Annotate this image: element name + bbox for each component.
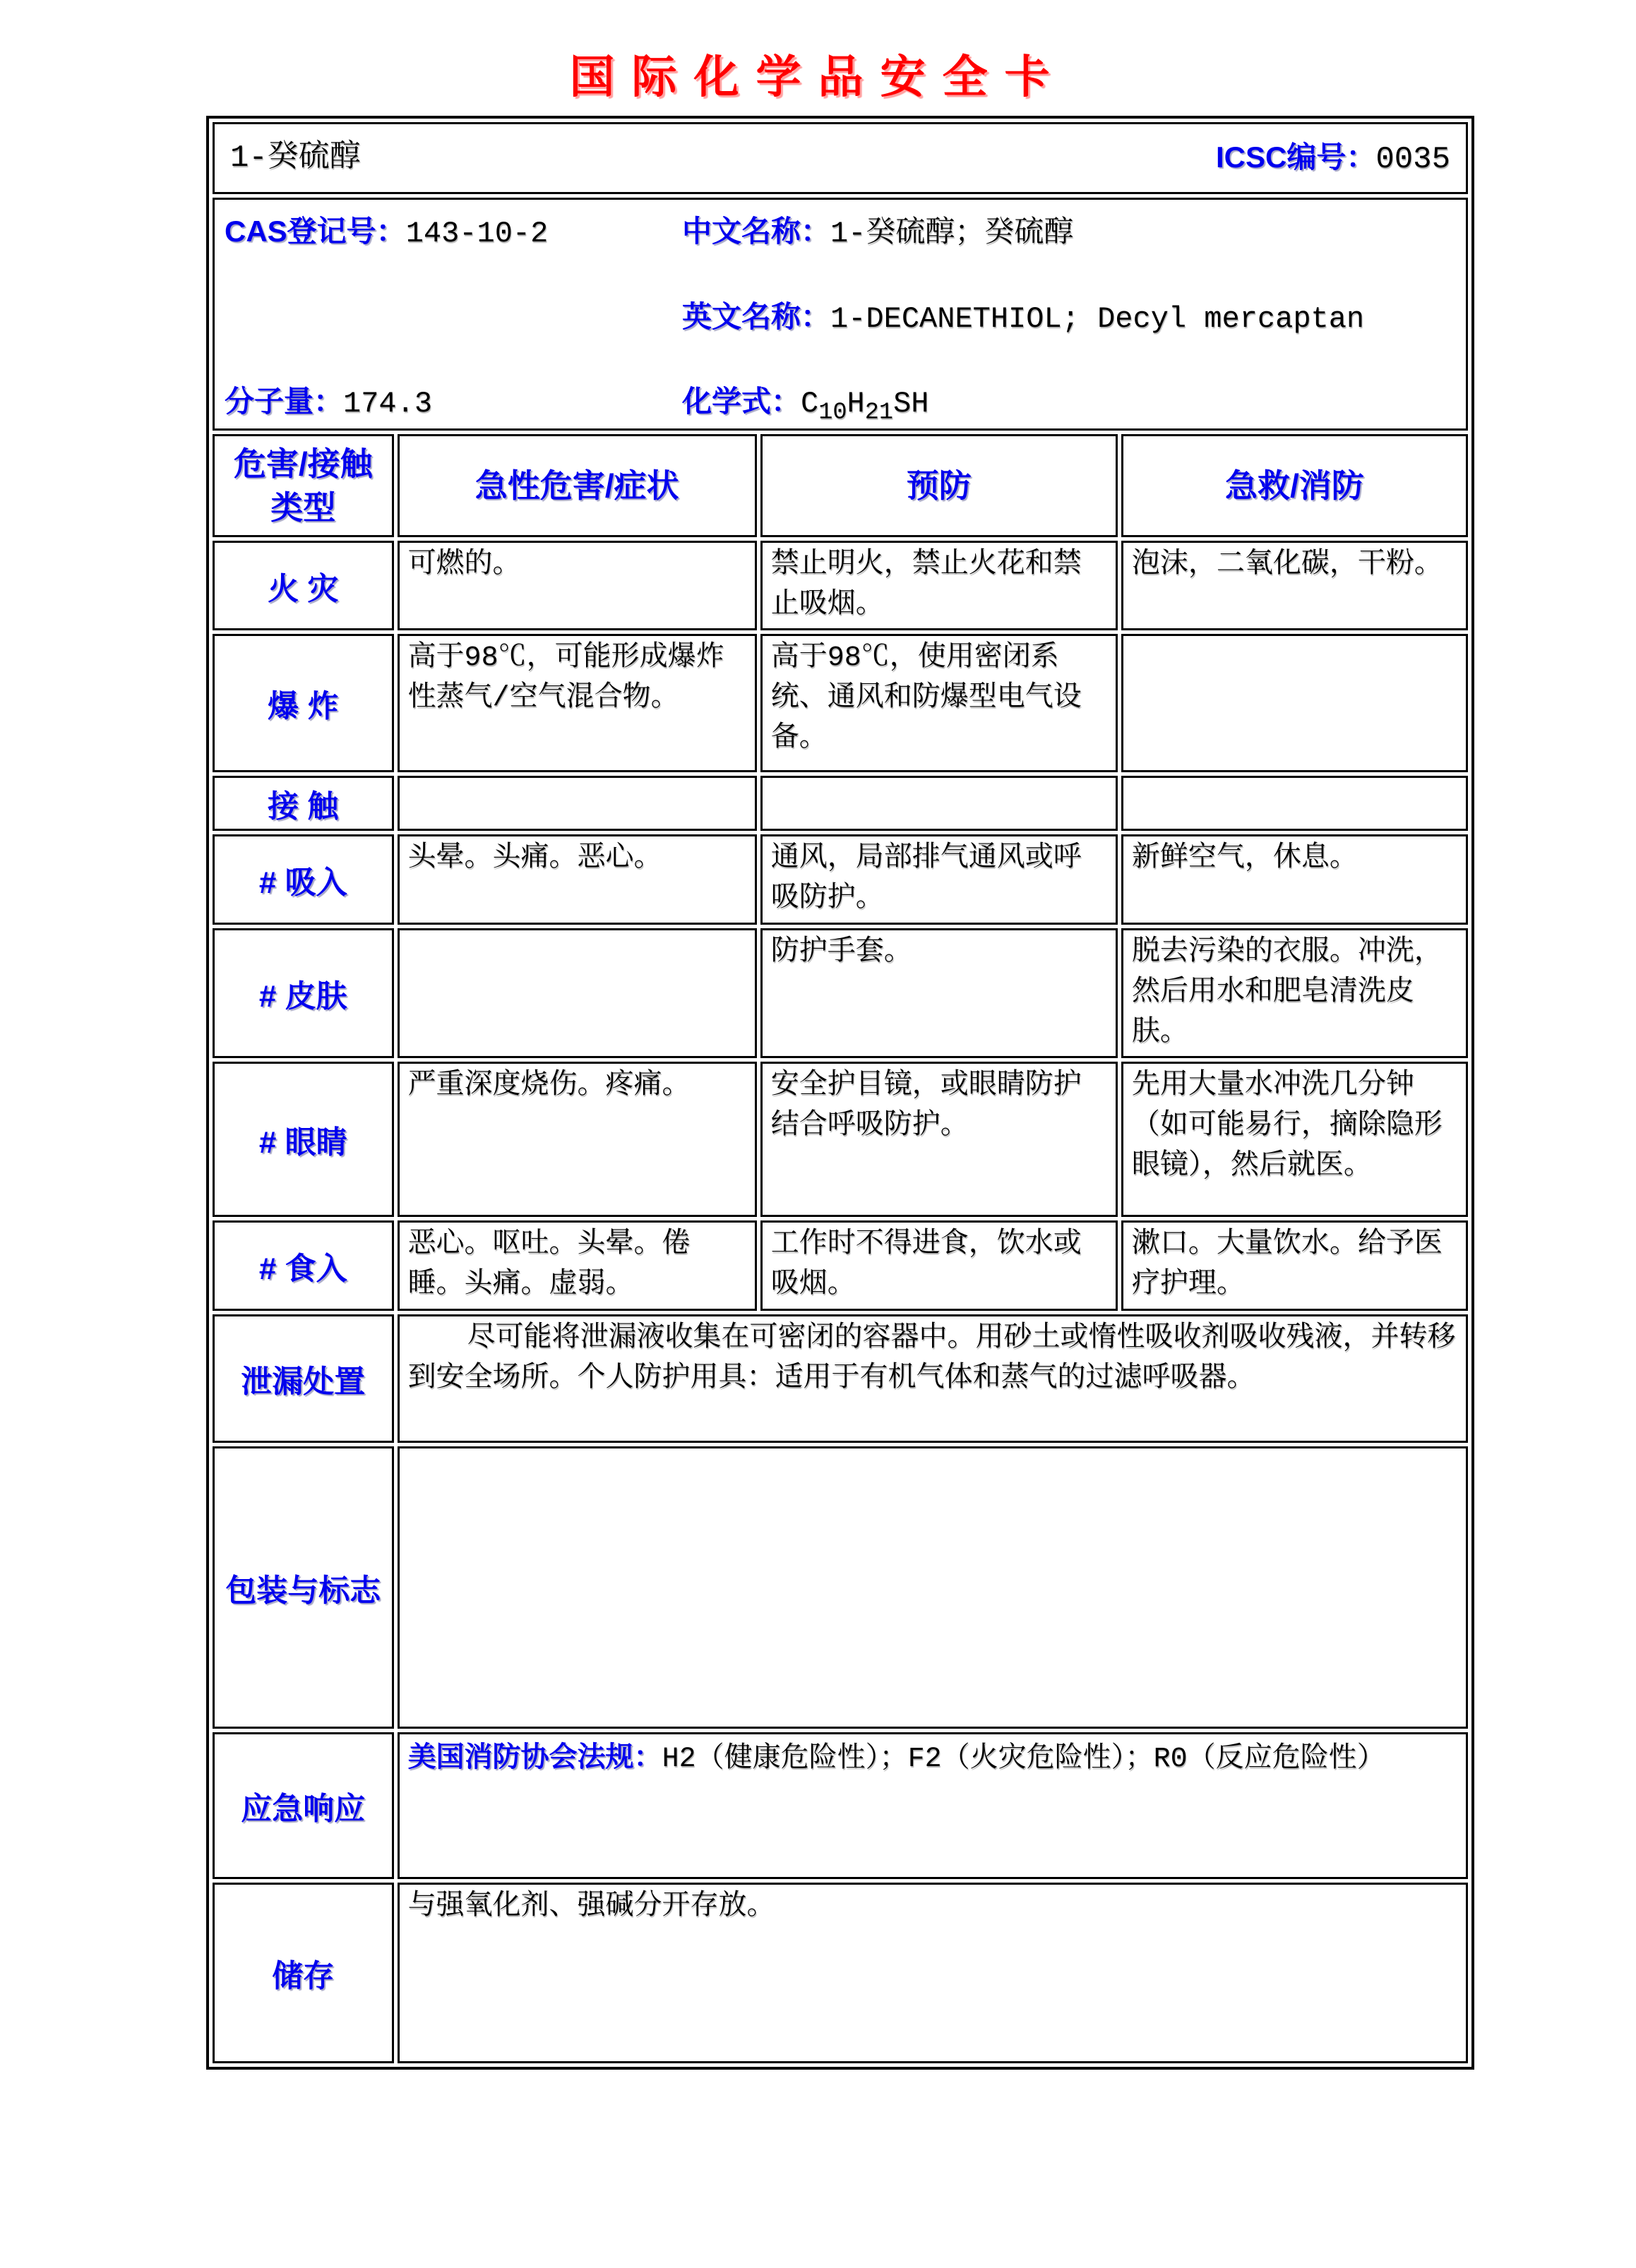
page-title: 国际化学品安全卡 bbox=[569, 52, 1067, 102]
cas-number-value: 143-10-2 bbox=[405, 217, 549, 251]
hazard-row-eyes bbox=[213, 1062, 1468, 1217]
cas-number bbox=[225, 208, 682, 256]
symptoms-cell: 头晕。头痛。恶心。 bbox=[398, 834, 757, 925]
section-label-cell: 应急响应 bbox=[213, 1732, 394, 1879]
chemical-name: 1-癸硫醇 bbox=[230, 140, 361, 176]
section-row-spill bbox=[213, 1314, 1468, 1443]
chemical-formula: $C_{10}H_{21}SH$ bbox=[801, 387, 929, 426]
molecular-weight-value: 174.3 bbox=[343, 387, 433, 421]
hazard-type-cell: 火 灾 bbox=[213, 541, 394, 631]
english-name-value: 1-DECANETHIOL; Decyl mercaptan bbox=[830, 301, 1365, 336]
hazard-type-cell: 爆 炸 bbox=[213, 634, 394, 772]
hazard-type-cell: # 皮肤 bbox=[213, 928, 394, 1058]
english-name bbox=[682, 294, 1457, 341]
section-label-cell: 泄漏处置 bbox=[213, 1314, 394, 1443]
nfpa-label: 美国消防协会法规： bbox=[407, 1741, 662, 1773]
prevention-cell: 工作时不得进食，饮水或吸烟。 bbox=[760, 1220, 1118, 1311]
icsc-number bbox=[1216, 134, 1450, 181]
section-content-cell bbox=[398, 1446, 1468, 1729]
section-row-emergency bbox=[213, 1732, 1468, 1879]
spill-handling-text: 尽可能将泄漏液收集在可密闭的容器中。用砂土或惰性吸收剂吸收残液，并转移到安全场所。个人防护用具：适用于有机气体和蒸气的过滤呼吸器。 bbox=[407, 1323, 1456, 1395]
spacer bbox=[225, 294, 682, 341]
prevention-cell: 通风，局部排气通风或呼吸防护。 bbox=[760, 834, 1118, 925]
emergency-response-text bbox=[408, 1737, 1457, 1780]
cas-number-label: CAS登记号： bbox=[225, 215, 406, 248]
chemical-formula-row bbox=[682, 378, 1457, 426]
column-header-prevention: 预防 bbox=[760, 434, 1118, 537]
hazard-row-skin bbox=[213, 928, 1468, 1058]
firstaid-cell bbox=[1121, 776, 1468, 831]
hazard-row-inhalation bbox=[213, 834, 1468, 925]
hazard-row-explosion bbox=[213, 634, 1468, 772]
symptoms-cell bbox=[398, 928, 757, 1058]
prevention-cell: 禁止明火，禁止火花和禁止吸烟。 bbox=[760, 541, 1118, 631]
firstaid-cell: 新鲜空气，休息。 bbox=[1121, 834, 1468, 925]
chinese-name bbox=[682, 208, 1457, 256]
english-name-label: 英文名称： bbox=[682, 299, 831, 333]
section-row-packaging bbox=[213, 1446, 1468, 1729]
section-label-cell: 包装与标志 bbox=[213, 1446, 394, 1729]
molecular-weight-label: 分子量： bbox=[225, 385, 344, 419]
section-content-cell bbox=[398, 1732, 1468, 1879]
molecular-weight bbox=[225, 378, 682, 426]
storage-text: 与强氧化剂、强碱分开存放。 bbox=[407, 1891, 775, 1924]
symptoms-cell bbox=[398, 776, 757, 831]
firstaid-cell: 先用大量水冲洗几分钟（如可能易行，摘除隐形眼镜），然后就医。 bbox=[1121, 1062, 1468, 1217]
hazard-type-cell: # 眼睛 bbox=[213, 1062, 394, 1217]
name-row-cell bbox=[213, 122, 1468, 194]
chinese-name-label: 中文名称： bbox=[682, 215, 831, 248]
column-header-type: 危害/接触 类型 bbox=[213, 434, 394, 537]
section-row-storage bbox=[213, 1883, 1468, 2063]
column-header-firstaid: 急救/消防 bbox=[1121, 434, 1468, 537]
chemical-formula-label: 化学式： bbox=[682, 385, 801, 419]
hazard-type-cell: 接 触 bbox=[213, 776, 394, 831]
symptoms-cell: 高于98℃，可能形成爆炸性蒸气/空气混合物。 bbox=[398, 634, 757, 772]
hazard-row-contact bbox=[213, 776, 1468, 831]
symptoms-cell: 可燃的。 bbox=[398, 541, 757, 631]
section-label-cell: 储存 bbox=[213, 1883, 394, 2063]
icsc-number-label: ICSC编号： bbox=[1216, 140, 1376, 174]
hazard-type-cell: # 吸入 bbox=[213, 834, 394, 925]
section-content-cell bbox=[398, 1314, 1468, 1443]
icsc-card-table bbox=[206, 116, 1474, 2070]
hazard-type-cell: # 食入 bbox=[213, 1220, 394, 1311]
nfpa-values: H2（健康危险性）；F2（火灾危险性）；R0（反应危险性） bbox=[662, 1744, 1385, 1776]
firstaid-cell: 漱口。大量饮水。给予医疗护理。 bbox=[1121, 1220, 1468, 1311]
symptoms-cell: 严重深度烧伤。疼痛。 bbox=[398, 1062, 757, 1217]
firstaid-cell: 脱去污染的衣服。冲洗，然后用水和肥皂清洗皮肤。 bbox=[1121, 928, 1468, 1058]
prevention-cell bbox=[760, 776, 1118, 831]
symptoms-cell: 恶心。呕吐。头晕。倦睡。头痛。虚弱。 bbox=[398, 1220, 757, 1311]
hazard-row-fire bbox=[213, 541, 1468, 631]
firstaid-cell bbox=[1121, 634, 1468, 772]
firstaid-cell: 泡沫，二氧化碳，干粉。 bbox=[1121, 541, 1468, 631]
prevention-cell: 高于98℃，使用密闭系统、通风和防爆型电气设备。 bbox=[760, 634, 1118, 772]
prevention-cell: 防护手套。 bbox=[760, 928, 1118, 1058]
icsc-number-value: 0035 bbox=[1375, 142, 1450, 178]
hazard-row-ingestion bbox=[213, 1220, 1468, 1311]
identifiers-cell bbox=[213, 198, 1468, 431]
section-content-cell bbox=[398, 1883, 1468, 2063]
prevention-cell: 安全护目镜，或眼睛防护结合呼吸防护。 bbox=[760, 1062, 1118, 1217]
column-header-symptoms: 急性危害/症状 bbox=[398, 434, 757, 537]
chinese-name-value: 1-癸硫醇；癸硫醇 bbox=[830, 217, 1074, 251]
